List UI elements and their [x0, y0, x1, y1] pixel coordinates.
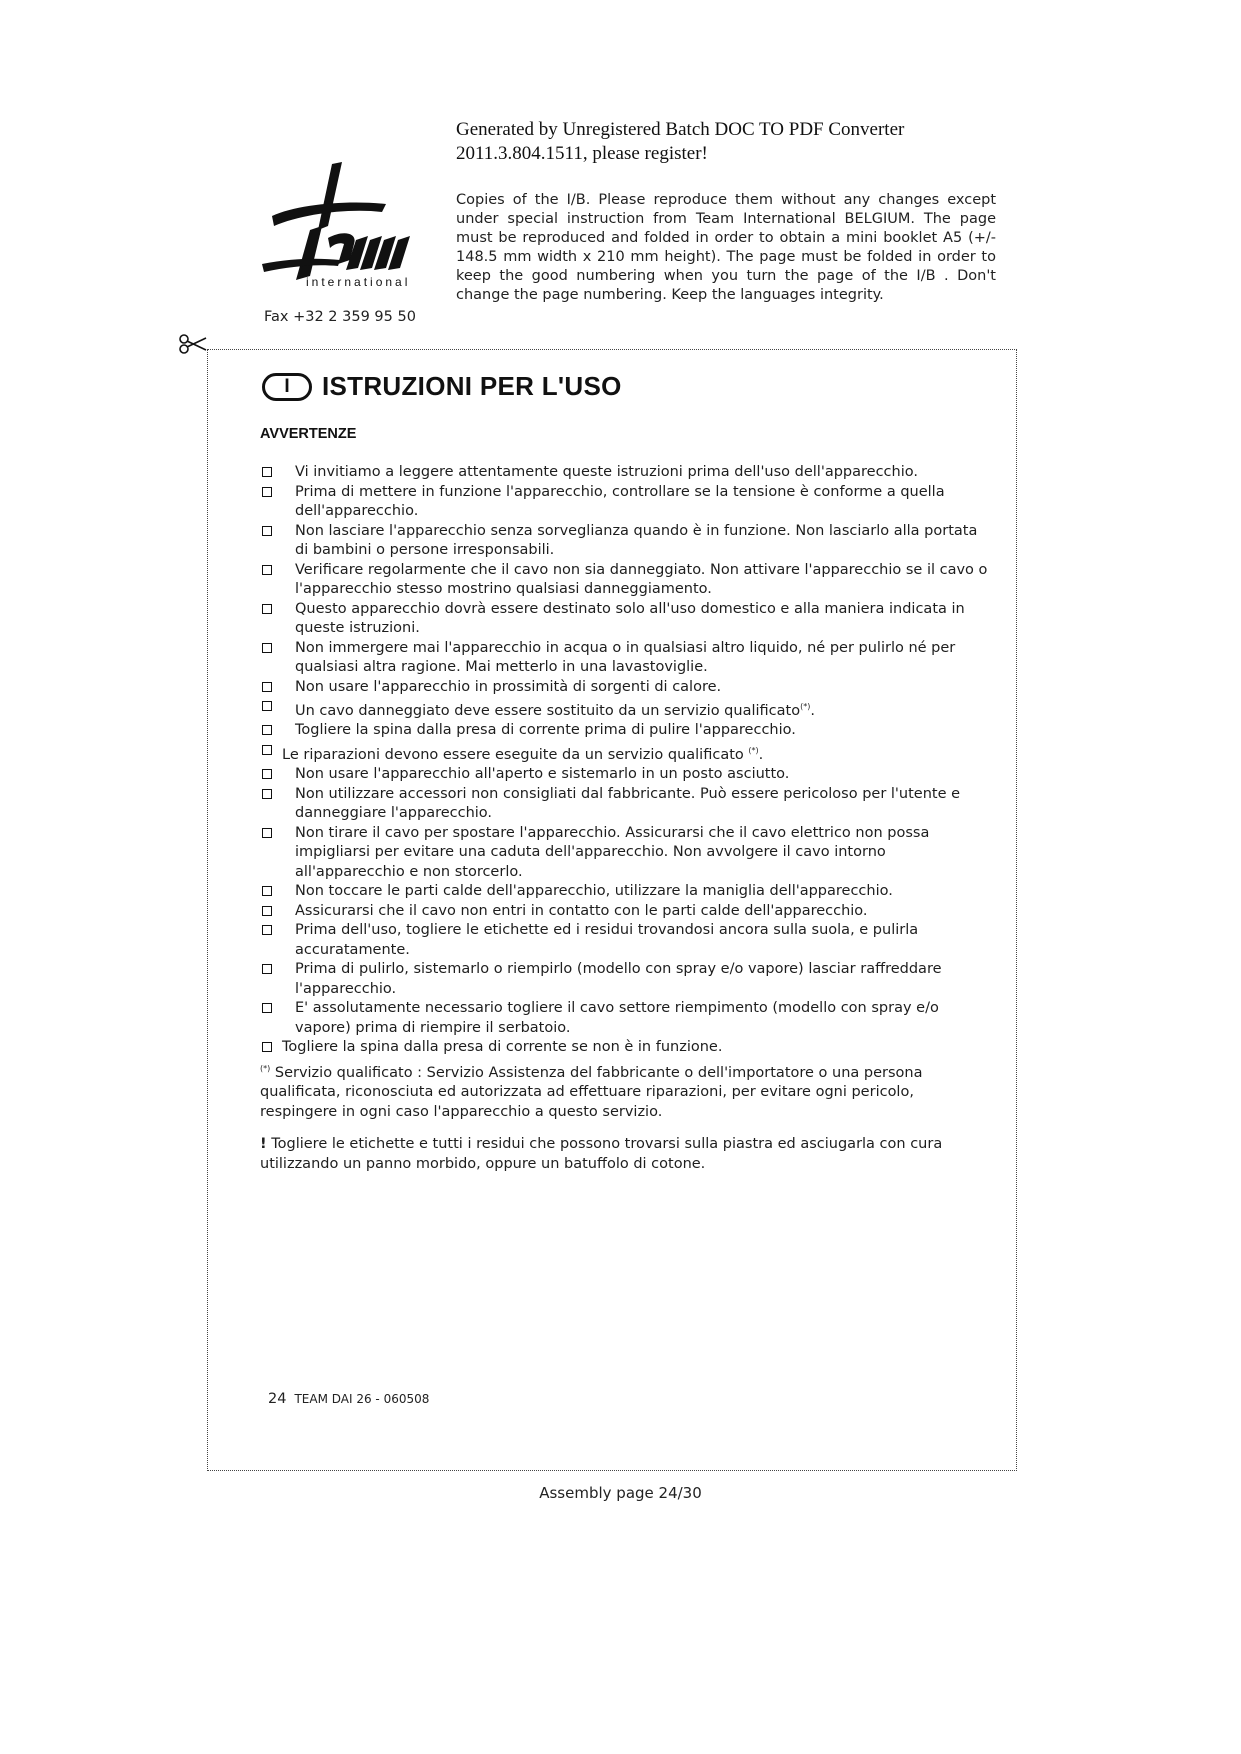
checkbox-bullet-icon: [262, 745, 272, 755]
warning-item: [260, 639, 990, 678]
warning-item: [260, 678, 990, 698]
warning-item: [260, 600, 990, 639]
checkbox-bullet-icon: [262, 526, 272, 536]
warning-item: [260, 999, 990, 1038]
assembly-page-label: Assembly page 24/30: [539, 1484, 702, 1502]
checkbox-bullet-icon: [262, 906, 272, 916]
tip-text: Togliere le etichette e tutti i residui che possono trovarsi sulla piastra ed asciugarla con cura utilizzando un panno morbido, oppure un batuffolo di cotone.: [260, 1136, 943, 1172]
warning-item: [260, 902, 990, 922]
warning-text: Togliere la spina dalla presa di corrente se non è in funzione.: [282, 1039, 723, 1056]
checkbox-bullet-icon: [262, 789, 272, 799]
warning-text: Questo apparecchio dovrà essere destinato solo all'uso domestico e alla maniera indicata in queste istruzioni.: [295, 600, 965, 636]
checkbox-bullet-icon: [262, 565, 272, 575]
warning-item: [260, 785, 990, 824]
warning-text: Verificare regolarmente che il cavo non sia danneggiato. Non attivare l'apparecchio se il cavo o l'apparecchio stesso mostrino qualsiasi danneggiamento.: [295, 561, 988, 597]
checkbox-bullet-icon: [262, 467, 272, 477]
checkbox-bullet-icon: [262, 769, 272, 779]
warning-item: [260, 483, 990, 522]
converter-line-1: Generated by Unregistered Batch DOC TO PDF Converter: [456, 119, 905, 140]
exclamation-icon: !: [260, 1136, 267, 1152]
tip-note: [260, 1135, 990, 1174]
warning-text: Un cavo danneggiato deve essere sostituito da un servizio qualificato: [295, 702, 801, 719]
converter-watermark: [456, 118, 1016, 166]
section-title: ISTRUZIONI PER L'USO: [322, 371, 622, 401]
warning-text: Prima di pulirlo, sistemarlo o riempirlo (modello con spray e/o vapore) lasciar raffreddare l'apparecchio.: [295, 961, 942, 997]
warning-item: [260, 824, 990, 883]
page-footer: [268, 1391, 429, 1407]
page-number: 24: [268, 1391, 287, 1407]
checkbox-bullet-icon: [262, 701, 272, 711]
document-code: TEAM DAI 26 - 060508: [294, 1392, 430, 1406]
checkbox-bullet-icon: [262, 643, 272, 653]
checkbox-bullet-icon: [262, 682, 272, 692]
warning-item: Un cavo danneggiato deve essere sostituito da un servizio qualificato(*).: [260, 697, 990, 721]
footnote: [260, 1059, 990, 1122]
checkbox-bullet-icon: [262, 828, 272, 838]
fax-number: Fax +32 2 359 95 50: [264, 309, 416, 325]
checkbox-bullet-icon: [262, 886, 272, 896]
checkbox-bullet-icon: [262, 604, 272, 614]
warning-text: Togliere la spina dalla presa di corrente prima di pulire l'apparecchio.: [295, 722, 796, 739]
checkbox-bullet-icon: [262, 925, 272, 935]
warning-text: Non toccare le parti calde dell'apparecchio, utilizzare la maniglia dell'apparecchio.: [295, 883, 893, 900]
checkbox-bullet-icon: [262, 725, 272, 735]
warning-text: Le riparazioni devono essere eseguite da un servizio qualificato: [282, 746, 744, 763]
warning-text: Non usare l'apparecchio all'aperto e sistemarlo in un posto asciutto.: [295, 766, 790, 783]
checkbox-bullet-icon: [262, 1042, 272, 1052]
warning-text: Prima dell'uso, togliere le etichette ed i residui trovandosi ancora sulla suola, e pulirla accuratamente.: [295, 922, 919, 958]
warning-item: [260, 921, 990, 960]
warning-item: [260, 960, 990, 999]
warning-item: [260, 463, 990, 483]
warnings-heading: AVVERTENZE: [260, 426, 357, 442]
warning-item: [260, 561, 990, 600]
converter-line-2: 2011.3.804.1511, please register!: [456, 143, 708, 164]
logo-subtext: international: [306, 275, 411, 289]
team-international-logo: [258, 160, 430, 292]
copies-instructions: Copies of the I/B. Please reproduce them without any changes except under special instruction from Team International BELGIUM. The page must be reproduced and folded in order to obtain a mini booklet A5 (+/- 148.5 mm width x 210 mm height). The page must be folded in order to keep the good numbering when you turn the page of the I/B . Don't change the page numbering. Keep the languages integrity.: [456, 192, 996, 303]
warning-item: Le riparazioni devono essere eseguite da un servizio qualificato (*).: [260, 741, 990, 765]
warning-item: [260, 882, 990, 902]
language-badge: I: [262, 373, 312, 401]
warning-text: Non usare l'apparecchio in prossimità di sorgenti di calore.: [295, 678, 722, 695]
section-title-row: [262, 371, 622, 402]
warning-text: Non utilizzare accessori non consigliati dal fabbricante. Può essere pericoloso per l'utente e danneggiare l'apparecchio.: [295, 785, 961, 822]
footnote-marker: (*): [260, 1064, 271, 1073]
warning-text: E' assolutamente necessario togliere il cavo settore riempimento (modello con spray e/o vapore) prima di riempire il serbatoio.: [295, 1000, 939, 1036]
checkbox-bullet-icon: [262, 1003, 272, 1013]
warning-text: Vi invitiamo a leggere attentamente queste istruzioni prima dell'uso dell'apparecchio.: [295, 464, 918, 480]
scissors-icon: [178, 333, 208, 355]
warning-item: [260, 765, 990, 785]
warning-text: Prima di mettere in funzione l'apparecchio, controllare se la tensione è conforme a quella dell'apparecchio.: [295, 483, 945, 519]
warnings-list: [260, 463, 990, 1058]
checkbox-bullet-icon: [262, 964, 272, 974]
warning-item: [260, 1038, 990, 1058]
footnote-ref: (*): [748, 745, 759, 755]
warning-text: Non lasciare l'apparecchio senza sorveglianza quando è in funzione. Non lasciarlo alla portata di bambini o persone irresponsabili.: [295, 522, 978, 558]
footnote-ref: (*): [800, 702, 811, 711]
warning-text: Non immergere mai l'apparecchio in acqua o in qualsiasi altro liquido, né per pulirlo né per qualsiasi altra ragione. Mai metterlo in una lavastoviglie.: [295, 639, 956, 675]
checkbox-bullet-icon: [262, 487, 272, 497]
warning-item: [260, 721, 990, 741]
warning-item: [260, 522, 990, 561]
warning-text: Assicurarsi che il cavo non entri in contatto con le parti calde dell'apparecchio.: [295, 902, 868, 919]
footnote-text: Servizio qualificato : Servizio Assistenza del fabbricante o dell'importatore o una persona qualificata, riconosciuta ed autorizzata ad effettuare riparazioni, per evitare ogni pericolo, respingere in ogni caso l'apparecchio a questo servizio.: [260, 1064, 923, 1120]
warning-text: Non tirare il cavo per spostare l'apparecchio. Assicurarsi che il cavo elettrico non possa impigliarsi per evitare una caduta dell'apparecchio. Non avvolgere il cavo intorno all'apparecchio e non storcerlo.: [295, 824, 930, 880]
